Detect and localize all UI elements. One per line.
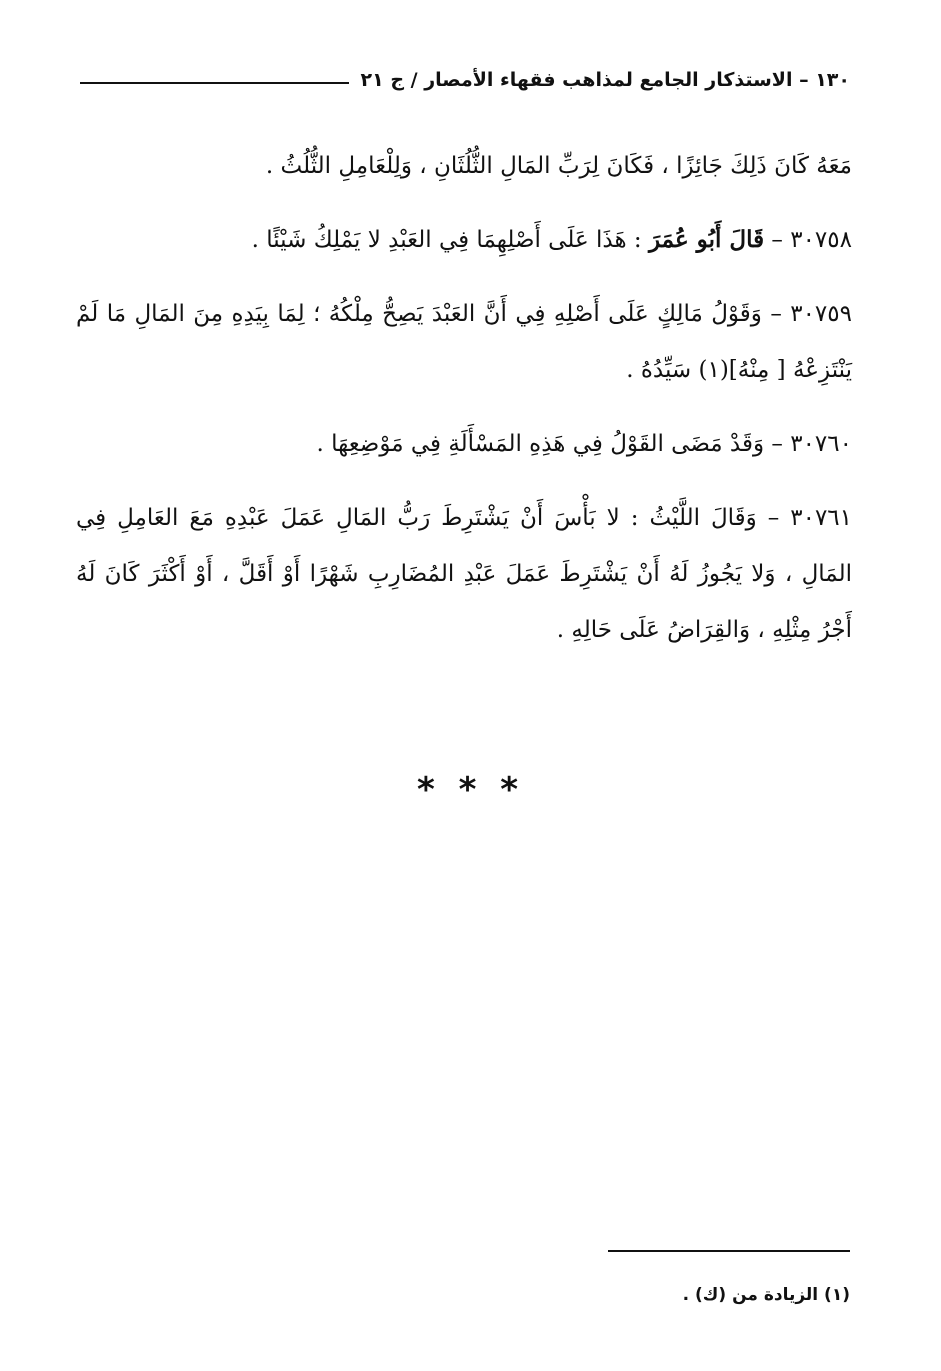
paragraph-number: ٣٠٧٥٨ –	[771, 227, 852, 253]
paragraph	[76, 416, 852, 472]
paragraph-text: : هَذَا عَلَى أَصْلِهِمَا فِي العَبْدِ لا يَمْلِكُ شَيْئًا .	[251, 227, 642, 253]
paragraph-number: ٣٠٧٥٩ –	[770, 301, 852, 327]
paragraph-number: ٣٠٧٦١ –	[767, 505, 853, 531]
header-rule	[80, 82, 349, 84]
running-header-title: ١٣٠ – الاستذكار الجامع لمذاهب فقهاء الأمصار / ج ٢١	[360, 69, 850, 91]
paragraph-text: وَقَالَ اللَّيْثُ : لا بَأْسَ أَنْ يَشْتَرِطَ رَبُّ المَالِ عَمَلَ عَبْدِهِ مَعَ العَامِلِ فِي المَالِ ، وَلا يَجُوزُ لَهُ أَنْ يَشْتَرِطَ عَمَلَ عَبْدِ المُضَارِبِ شَهْرًا أَوْ أَقَلَّ ، أَوْ أَكْثَرَ كَانَ لَهُ أَجْرُ مِثْلِهِ ، وَالقِرَاضُ عَلَى حَالِهِ .	[76, 505, 852, 643]
body-text	[76, 138, 852, 676]
footnote-rule	[608, 1250, 850, 1252]
paragraph	[76, 212, 852, 268]
paragraph	[76, 286, 852, 398]
paragraph	[76, 490, 852, 658]
speaker-name: قَالَ أَبُو عُمَرَ	[648, 226, 765, 253]
section-separator: * * *	[416, 770, 524, 810]
footnote: (١) الزيادة من (ك) .	[682, 1285, 850, 1305]
paragraph-text: وَقَوْلُ مَالِكٍ عَلَى أَصْلِهِ فِي أَنَّ العَبْدَ يَصِحُّ مِلْكُهُ ؛ لِمَا بِيَدِهِ مِنَ المَالِ مَا لَمْ يَنْتَزِعْهُ [ مِنْهُ](١) سَيِّدُهُ .	[76, 301, 852, 383]
paragraph-text: مَعَهُ كَانَ ذَلِكَ جَائِزًا ، فَكَانَ لِرَبِّ المَالِ الثُّلُثَانِ ، وَلِلْعَامِلِ الثُّلُثُ .	[265, 153, 852, 179]
page-header	[80, 62, 850, 98]
paragraph-number: ٣٠٧٦٠ –	[771, 431, 852, 457]
paragraph-text: وَقَدْ مَضَى القَوْلُ فِي هَذِهِ المَسْأَلَةِ فِي مَوْضِعِهَا .	[316, 431, 765, 457]
paragraph	[76, 138, 852, 194]
